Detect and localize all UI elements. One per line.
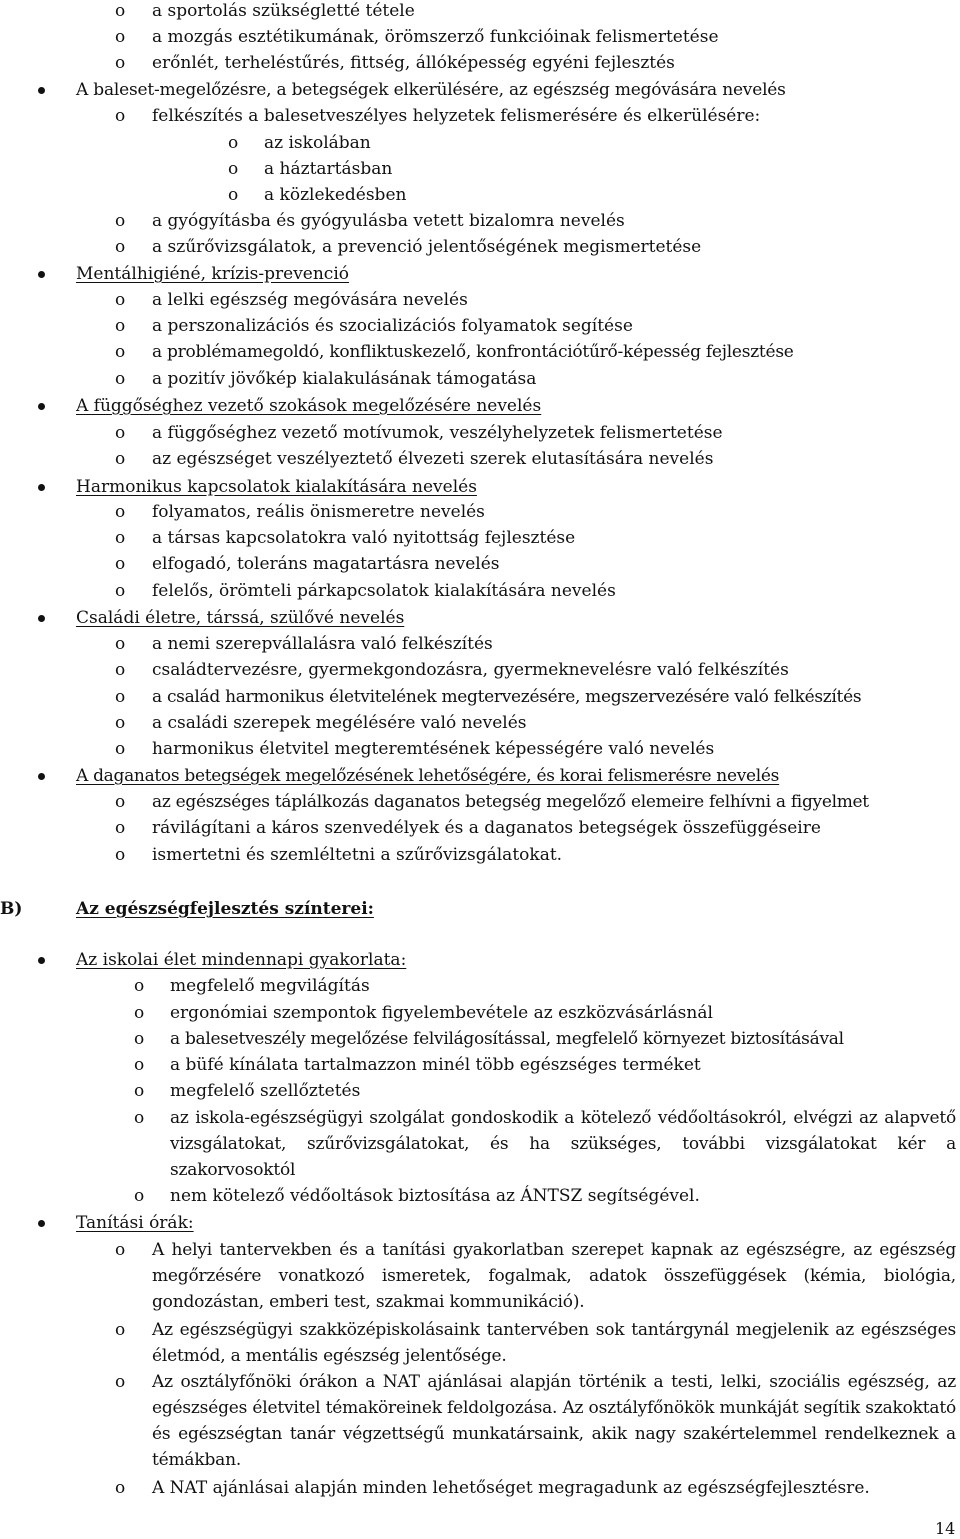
circle-bullet: o xyxy=(115,316,126,336)
list-item: a család harmonikus életvitelének megtervezésére, megszervezésére való felkészítés xyxy=(152,687,862,707)
circle-bullet: o xyxy=(115,1478,126,1498)
list-item: elfogadó, toleráns magatartásra nevelés xyxy=(152,554,500,574)
list-item: a balesetveszély megelőzése felvilágosítással, megfelelő környezet biztosításával xyxy=(170,1029,844,1049)
circle-bullet: o xyxy=(134,976,145,996)
circle-bullet: o xyxy=(115,211,126,231)
list-item: harmonikus életvitel megteremtésének képességére való nevelés xyxy=(152,739,715,759)
circle-bullet: o xyxy=(115,502,126,522)
section-title-daganat: A daganatos betegségek megelőzésének lehetőségére, és korai felismerésre nevelés xyxy=(76,766,780,786)
section-label-b: B) xyxy=(0,899,23,919)
list-item: a sportolás szükségletté tétele xyxy=(152,1,415,21)
list-item: az egészséges táplálkozás daganatos betegség megelőző elemeire felhívni a figyelmet xyxy=(152,792,869,812)
bullet-dot xyxy=(38,773,45,780)
section-title-fuggoseg: A függőséghez vezető szokások megelőzésére nevelés xyxy=(76,396,542,416)
circle-bullet: o xyxy=(115,687,126,707)
list-item: a családi szerepek megélésére való nevelés xyxy=(152,713,527,733)
list-item: erőnlét, terheléstűrés, fittség, állóképesség egyéni fejlesztés xyxy=(152,53,675,73)
list-item: a perszonalizációs és szocializációs folyamatok segítése xyxy=(152,316,633,336)
section-title-mental: Mentálhigiéné, krízis-prevenció xyxy=(76,264,350,284)
list-item: Az osztályfőnöki órákon a NAT ajánlásai alapján történik a testi, lelki, szociális egészség, az egészséges életvitel témaköreinek feldolgozása. Az osztályfőnökök munkáját segítik szakoktató és egészségtan tanár végzettségű munkatársaink, akik nagy szakértelemmel rendelkeznek a témákban. xyxy=(152,1372,956,1470)
circle-bullet: o xyxy=(134,1003,145,1023)
list-item: a mozgás esztétikumának, örömszerző funkcióinak felismertetése xyxy=(152,27,719,47)
list-item: felkészítés a balesetveszélyes helyzetek felismerésére és elkerülésére: xyxy=(152,106,761,126)
list-item: a függőséghez vezető motívumok, veszélyhelyzetek felismertetése xyxy=(152,423,723,443)
list-item: ergonómiai szempontok figyelembevétele az eszközvásárlásnál xyxy=(170,1003,713,1023)
circle-bullet: o xyxy=(115,554,126,574)
circle-bullet: o xyxy=(115,1,126,21)
circle-bullet: o xyxy=(134,1081,145,1101)
section-title-baleset: A baleset-megelőzésre, a betegségek elkerülésére, az egészség megóvására nevelés xyxy=(76,80,786,100)
circle-bullet: o xyxy=(115,27,126,47)
list-item: rávilágítani a káros szenvedélyek és a daganatos betegségek összefüggéseire xyxy=(152,818,821,838)
bullet-dot xyxy=(38,87,45,94)
circle-bullet: o xyxy=(134,1055,145,1075)
list-item: a lelki egészség megóvására nevelés xyxy=(152,290,468,310)
circle-bullet: o xyxy=(134,1108,145,1128)
circle-bullet: o xyxy=(115,713,126,733)
circle-bullet: o xyxy=(115,1320,126,1340)
section-title-harmonikus: Harmonikus kapcsolatok kialakítására nevelés xyxy=(76,477,477,497)
list-item: megfelelő szellőztetés xyxy=(170,1081,361,1101)
circle-bullet: o xyxy=(115,106,126,126)
list-item: családtervezésre, gyermekgondozásra, gyermeknevelésre való felkészítés xyxy=(152,660,789,680)
circle-bullet: o xyxy=(115,342,126,362)
bullet-dot xyxy=(38,271,45,278)
bullet-dot xyxy=(38,403,45,410)
list-item: megfelelő megvilágítás xyxy=(170,976,370,996)
circle-bullet: o xyxy=(115,818,126,838)
circle-bullet: o xyxy=(115,528,126,548)
circle-bullet: o xyxy=(115,1240,126,1260)
circle-bullet: o xyxy=(228,159,239,179)
list-item: A NAT ajánlásai alapján minden lehetőséget megragadunk az egészségfejlesztésre. xyxy=(152,1478,870,1498)
page-number: 14 xyxy=(935,1519,956,1538)
bullet-dot xyxy=(38,1220,45,1227)
circle-bullet: o xyxy=(115,845,126,865)
circle-bullet: o xyxy=(115,423,126,443)
section-title-tanitasi: Tanítási órák: xyxy=(76,1213,194,1233)
circle-bullet: o xyxy=(115,369,126,389)
circle-bullet: o xyxy=(228,133,239,153)
list-item: folyamatos, reális önismeretre nevelés xyxy=(152,502,485,522)
circle-bullet: o xyxy=(228,185,239,205)
bullet-dot xyxy=(38,957,45,964)
list-item: a közlekedésben xyxy=(264,185,407,205)
circle-bullet: o xyxy=(115,237,126,257)
list-item: nem kötelező védőoltások biztosítása az ÁNTSZ segítségével. xyxy=(170,1186,700,1206)
circle-bullet: o xyxy=(115,739,126,759)
section-title-b: Az egészségfejlesztés színterei: xyxy=(76,899,374,919)
list-item: a háztartásban xyxy=(264,159,393,179)
circle-bullet: o xyxy=(115,792,126,812)
circle-bullet: o xyxy=(115,53,126,73)
circle-bullet: o xyxy=(115,634,126,654)
list-item: A helyi tantervekben és a tanítási gyakorlatban szerepet kapnak az egészségre, az egészség megőrzésére vonatkozó ismeretek, fogalmak, adatok összefüggések (kémia, biológia, gondozástan, emberi test, szakmai kommunikáció). xyxy=(152,1240,956,1312)
circle-bullet: o xyxy=(115,660,126,680)
circle-bullet: o xyxy=(115,449,126,469)
circle-bullet: o xyxy=(134,1186,145,1206)
list-item: a gyógyításba és gyógyulásba vetett bizalomra nevelés xyxy=(152,211,625,231)
bullet-dot xyxy=(38,484,45,491)
list-item: az iskolában xyxy=(264,133,371,153)
section-title-csaladi: Családi életre, társsá, szülővé nevelés xyxy=(76,608,405,628)
section-title-iskolai: Az iskolai élet mindennapi gyakorlata: xyxy=(76,950,407,970)
bullet-dot xyxy=(38,615,45,622)
list-item: felelős, örömteli párkapcsolatok kialakítására nevelés xyxy=(152,581,616,601)
list-item: az egészséget veszélyeztető élvezeti szerek elutasítására nevelés xyxy=(152,449,714,469)
circle-bullet: o xyxy=(115,581,126,601)
list-item: a társas kapcsolatokra való nyitottság fejlesztése xyxy=(152,528,576,548)
list-item: a pozitív jövőkép kialakulásának támogatása xyxy=(152,369,537,389)
list-item: a büfé kínálata tartalmazzon minél több egészséges terméket xyxy=(170,1055,701,1075)
list-item: ismertetni és szemléltetni a szűrővizsgálatokat. xyxy=(152,845,563,865)
list-item: a szűrővizsgálatok, a prevenció jelentőségének megismertetése xyxy=(152,237,702,257)
list-item: a nemi szerepvállalásra való felkészítés xyxy=(152,634,493,654)
list-item: az iskola-egészségügyi szolgálat gondoskodik a kötelező védőoltásokról, elvégzi az alapvető vizsgálatokat, szűrővizsgálatokat, és ha szükséges, további vizsgálatokat kér a szakorvosoktól xyxy=(170,1108,956,1180)
circle-bullet: o xyxy=(134,1029,145,1049)
circle-bullet: o xyxy=(115,1372,126,1392)
list-item: a problémamegoldó, konfliktuskezelő, konfrontációtűrő-képesség fejlesztése xyxy=(152,342,794,362)
circle-bullet: o xyxy=(115,290,126,310)
list-item: Az egészségügyi szakközépiskolásaink tantervében sok tantárgynál megjelenik az egészséges életmód, a mentális egészség jelentősége. xyxy=(152,1320,956,1366)
